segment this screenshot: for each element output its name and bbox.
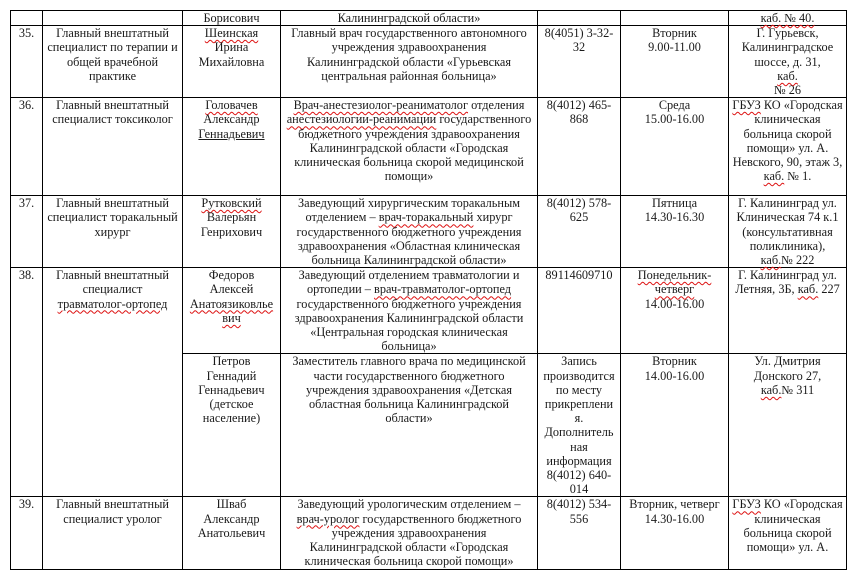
- address-kab: каб.: [760, 382, 782, 397]
- given-name: Геннадий Геннадьевич (детское население): [198, 368, 265, 426]
- specialty-cell: [43, 11, 183, 26]
- position-text: Заведующий урологическим отделением –: [297, 497, 521, 512]
- specialty-cell: [43, 268, 183, 497]
- position-cell: Главный врач государственного автономного учреждения здравоохранения Калининградской области «Гурьевская центральная районная больница»: [281, 26, 538, 98]
- patronymic: Геннадьевич: [198, 126, 265, 141]
- table-row: [11, 26, 847, 98]
- num-cell: 38.: [11, 268, 43, 497]
- address-text: Г. Калининград ул. Клиническая 74 к.1 (консультативная поликлиника),: [736, 196, 839, 253]
- address-cell: [729, 196, 847, 268]
- address-cell: [729, 268, 847, 354]
- position-text: врач-уролог: [296, 511, 360, 526]
- schedule-cell: Среда 15.00-16.00: [621, 98, 729, 196]
- num-cell: 35.: [11, 26, 43, 98]
- specialty-cell: Главный внештатный специалист торакальный хирург: [43, 196, 183, 268]
- phone-cell: Запись производится по месту прикреплени я. Дополнитель ная информация 8(4012) 640-014: [538, 354, 621, 497]
- phone-cell: 8(4051) 3-32-32: [538, 26, 621, 98]
- address-text: Г. Гурьевск, Калининградское шоссе, д. 31,: [741, 26, 834, 69]
- table-row: [11, 497, 847, 569]
- position-cell: [281, 268, 538, 354]
- table-row-continuation: [11, 11, 847, 26]
- table-row: [11, 268, 847, 354]
- position-text: анестезиологии-реанимации: [286, 112, 437, 127]
- name-cell: [183, 26, 281, 98]
- schedule-cell: Вторник 9.00-11.00: [621, 26, 729, 98]
- position-text: отделения: [468, 98, 525, 113]
- surname: Федоров: [208, 268, 255, 283]
- address-room: 227: [818, 282, 840, 297]
- position-cell: Заместитель главного врача по медицинской части государственного бюджетного учреждения здравоохранения «Детская областная больница Калининградской области»: [281, 354, 538, 497]
- num-cell: 37.: [11, 196, 43, 268]
- position-cell: [281, 196, 538, 268]
- position-cell: [281, 497, 538, 569]
- address-room: № 1.: [784, 169, 812, 184]
- surname: Петров: [212, 354, 251, 369]
- position-text: Заведующий хирургическим торакальным отделением –: [297, 196, 521, 225]
- specialty-text: травматолог-ортопед: [57, 296, 168, 311]
- name-cell: [183, 268, 281, 354]
- address-kab: каб.: [777, 68, 798, 83]
- position-cell: Калининградской области»: [281, 11, 538, 26]
- schedule-cell: Вторник, четверг 14.30-16.00: [621, 497, 729, 569]
- address-text: КО «Городская клиническая больница скорой помощи» ул. А.: [743, 497, 843, 555]
- address-text: Ул. Дмитрия Донского 27,: [753, 354, 822, 383]
- num-cell: 36.: [11, 98, 43, 196]
- address-text: каб. № 40.: [760, 11, 815, 25]
- address-cell: [729, 354, 847, 497]
- position-text: врач-торакальный: [378, 210, 474, 225]
- address-text: КО «Городская клиническая больница скорой помощи» ул. А. Невского, 90, этаж 3,: [732, 98, 843, 170]
- address-org: ГБУЗ: [732, 497, 761, 512]
- address-cell: [729, 11, 847, 26]
- name-cell: [183, 196, 281, 268]
- specialty-text: Главный внештатный специалист: [56, 268, 169, 297]
- num-cell: 39.: [11, 497, 43, 569]
- given-name: Алексей: [209, 282, 254, 297]
- address-cell: [729, 26, 847, 98]
- address-cell: [729, 497, 847, 569]
- surname: Шеинская: [204, 26, 259, 41]
- position-text: государственного бюджетного учреждения здравоохранения Калининградской области «Городская клиническая больница скорой медицинской помощи»: [294, 112, 532, 184]
- given-name: Александр: [203, 112, 260, 127]
- schedule-text: 14.00-16.00: [644, 296, 705, 311]
- schedule-text: Понедельник-: [637, 268, 712, 283]
- position-text: Врач-анестезиолог-реаниматолог: [293, 98, 469, 113]
- position-text: хирург государственного бюджетного учреждения здравоохранения «Областная клиническая больница Калининградской области»: [296, 210, 522, 268]
- address-cell: [729, 98, 847, 196]
- address-room: № 26: [773, 83, 802, 98]
- surname: Головачев: [205, 98, 258, 113]
- address-org: ГБУЗ: [732, 98, 761, 113]
- name-cell: [183, 98, 281, 196]
- given-name: Ирина Михайловна: [198, 40, 265, 69]
- patronymic: вич: [222, 310, 241, 325]
- position-text: Заведующий отделением травматологии и ортопедии –: [298, 268, 520, 297]
- surname: Рутковский: [201, 196, 262, 211]
- schedule-cell: Вторник 14.00-16.00: [621, 354, 729, 497]
- position-text: врач-травматолог-ортопед: [374, 282, 512, 297]
- address-room: № 222: [781, 253, 815, 268]
- schedule-text: четверг: [654, 282, 695, 297]
- address-kab: каб.: [760, 253, 782, 268]
- name-cell: [183, 354, 281, 497]
- name-cell: Борисович: [183, 11, 281, 26]
- schedule-cell: [621, 11, 729, 26]
- specialty-cell: Главный внештатный специалист по терапии и общей врачебной практике: [43, 26, 183, 98]
- table-row: [11, 98, 847, 196]
- num-cell: [11, 11, 43, 26]
- schedule-cell: Пятница 14.30-16.30: [621, 196, 729, 268]
- specialty-cell: Главный внештатный специалист уролог: [43, 497, 183, 569]
- address-text: Г. Калининград ул. Летняя, 3Б,: [735, 268, 837, 297]
- phone-cell: 89114609710: [538, 268, 621, 354]
- phone-cell: 8(4012) 465-868: [538, 98, 621, 196]
- address-room: № 311: [781, 382, 815, 397]
- phone-cell: 8(4012) 534-556: [538, 497, 621, 569]
- position-cell: [281, 98, 538, 196]
- address-kab: каб.: [797, 282, 819, 297]
- schedule-cell: [621, 268, 729, 354]
- given-name: Валерьян Генрихович: [200, 210, 263, 239]
- position-text: государственного бюджетного учреждения здравоохранения Калининградской области «Центральная городская клиническая больница»: [294, 296, 524, 354]
- specialists-table: [10, 10, 847, 570]
- phone-cell: 8(4012) 578-625: [538, 196, 621, 268]
- surname: Шваб: [216, 497, 247, 512]
- specialty-cell: Главный внештатный специалист токсиколог: [43, 98, 183, 196]
- table-row: [11, 196, 847, 268]
- name-cell: [183, 497, 281, 569]
- address-kab: каб.: [763, 169, 785, 184]
- position-text: государственного бюджетного учреждения здравоохранения Калининградской области «Городская клиническая больница скорой помощи»: [304, 511, 522, 569]
- given-name: Александр Анатольевич: [197, 511, 266, 540]
- patronymic: Анатоязиковлье: [189, 296, 274, 311]
- phone-cell: [538, 11, 621, 26]
